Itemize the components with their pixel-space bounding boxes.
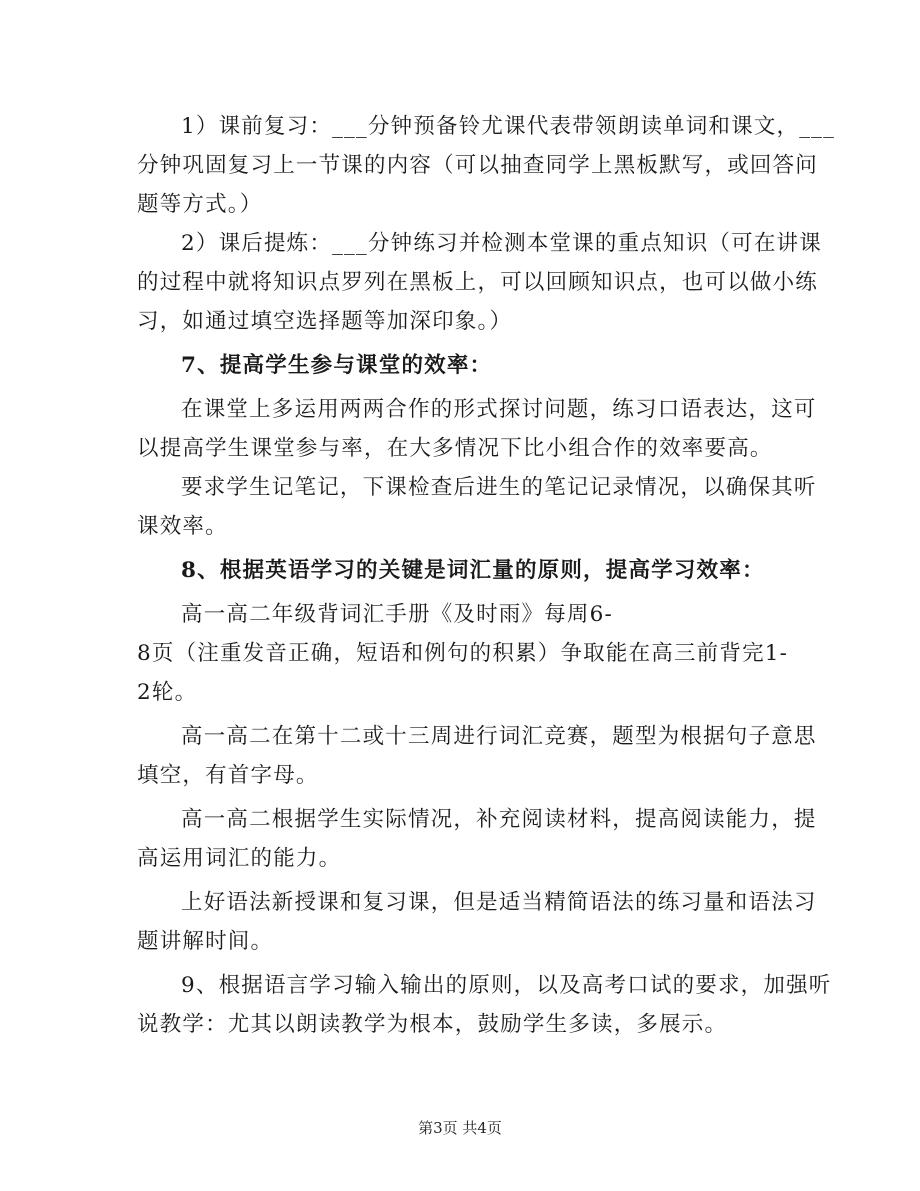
page-number-footer: 第3页 共4页 — [418, 1119, 502, 1137]
text-line-16: 高一高二在第十二或十三周进行词汇竞赛，题型为根据句子意思 — [181, 724, 817, 749]
text-line-11: 课效率。 — [137, 514, 228, 539]
text-line-23: 说教学：尤其以朗读教学为根本，鼓励学生多读，多展示。 — [137, 1012, 728, 1037]
text-line-5: 的过程中就将知识点罗列在黑板上，可以回顾知识点，也可以做小练 — [137, 270, 819, 295]
text-line-10: 要求学生记笔记，下课检查后进生的笔记记录情况，以确保其听 — [181, 475, 817, 500]
text-line-22: 9、根据语言学习输入输出的原则，以及高考口试的要求，加强听 — [181, 973, 832, 998]
text-line-17: 填空，有首字母。 — [137, 763, 319, 788]
text-line-20: 上好语法新授课和复习课，但是适当精简语法的练习量和语法习 — [181, 890, 817, 915]
text-line-18: 高一高二根据学生实际情况，补充阅读材料，提高阅读能力，提 — [181, 807, 817, 832]
section-heading-7: 7、提高学生参与课堂的效率： — [181, 353, 493, 378]
text-line-15: 2轮。 — [137, 680, 198, 705]
text-line-21: 题讲解时间。 — [137, 929, 274, 954]
text-line-8: 在课堂上多运用两两合作的形式探讨问题，练习口语表达，这可 — [181, 397, 817, 422]
text-line-13: 高一高二年级背词汇手册《及时雨》每周6- — [181, 602, 613, 627]
section-heading-8: 8、根据英语学习的关键是词汇量的原则，提高学习效率： — [181, 558, 765, 583]
text-line-6: 习，如通过填空选择题等加深印象。） — [137, 309, 513, 334]
text-line-1: 1）课前复习：___分钟预备铃尤课代表带领朗读单词和课文，___ — [181, 114, 836, 139]
text-line-9: 以提高学生课堂参与率，在大多情况下比小组合作的效率要高。 — [137, 436, 773, 461]
text-line-3: 题等方式。） — [137, 192, 263, 217]
text-line-2: 分钟巩固复习上一节课的内容（可以抽查同学上黑板默写，或回答问 — [137, 153, 819, 178]
text-line-19: 高运用词汇的能力。 — [137, 846, 342, 871]
text-line-4: 2）课后提炼：___分钟练习并检测本堂课的重点知识（可在讲课 — [181, 231, 822, 256]
text-line-14: 8页（注重发音正确，短语和例句的积累）争取能在高三前背完1- — [137, 641, 789, 666]
